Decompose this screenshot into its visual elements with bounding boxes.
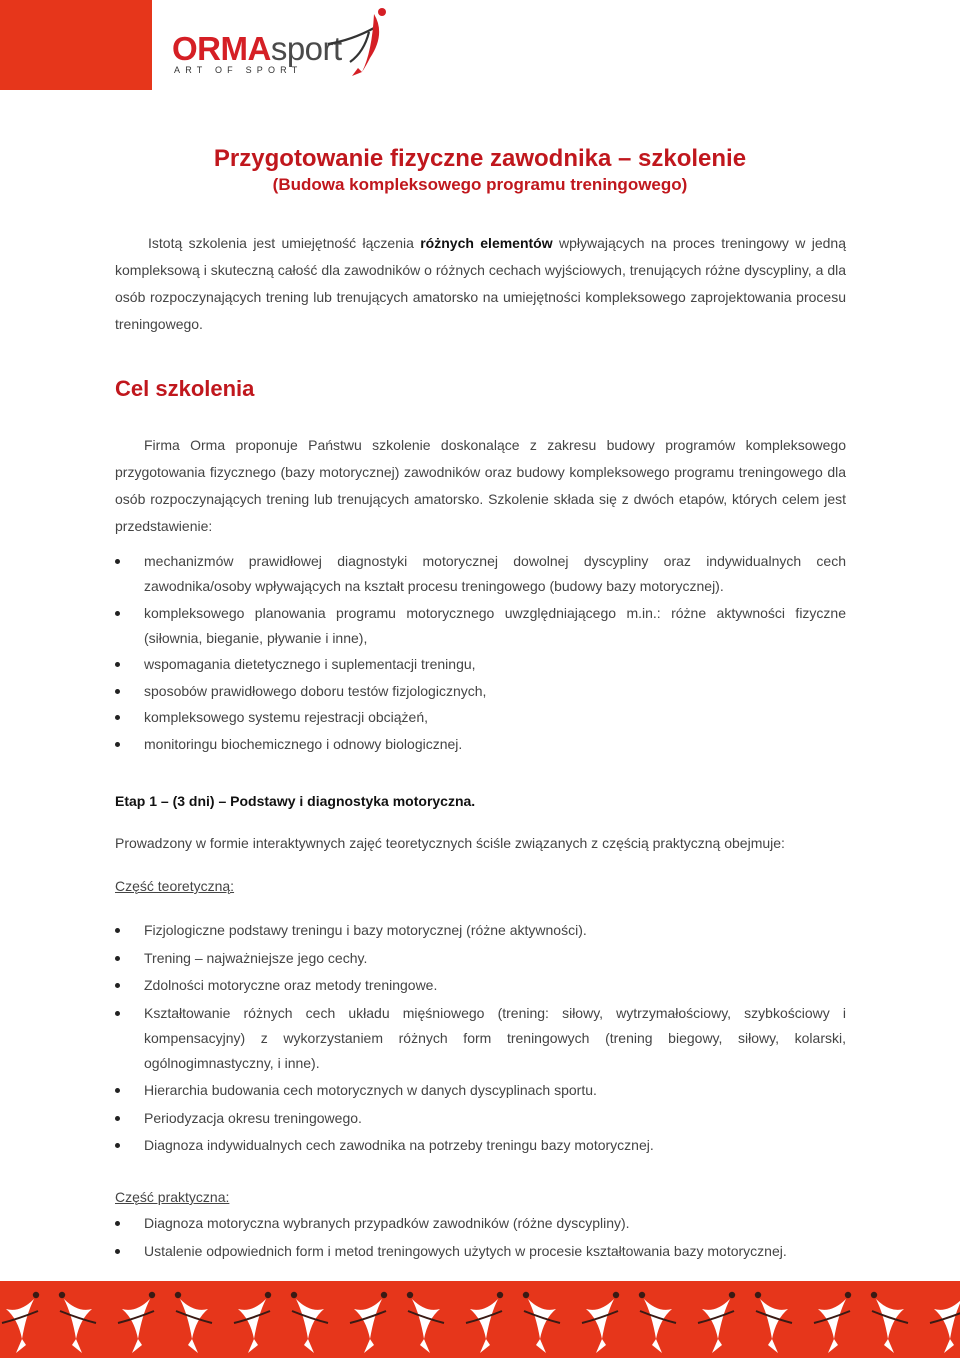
orma-sport-logo — [172, 6, 392, 82]
dancer-silhouette-icon — [639, 1292, 676, 1353]
dancer-silhouette-pattern — [0, 1281, 960, 1358]
dancer-silhouette-icon — [582, 1292, 619, 1353]
cel-bullet-list — [115, 549, 846, 758]
intro-text-end: wpływających na proces treningowy w jedną kompleksową i skuteczną całość dla zawodników o różnych cechach wyjściowych, trenujących różne dyscypliny, a dla osób rozpoczynających trening lub trenujących amatorsko na umiejętności kompleksowego zaprojektowania procesu treningowego. — [115, 235, 846, 332]
logo-brand-bold: ORMA — [172, 30, 271, 67]
list-item: monitoringu biochemicznego i odnowy biologicznej. — [115, 732, 846, 757]
dancer-silhouette-icon — [118, 1292, 155, 1353]
dancer-silhouette-icon — [755, 1292, 792, 1353]
theory-heading: Część teoretyczną: — [115, 878, 235, 894]
practice-bullet-list — [115, 1211, 846, 1266]
logo-wordmark — [172, 32, 342, 65]
cel-szkolenia-heading: Cel szkolenia — [115, 376, 255, 401]
list-item: Periodyzacja okresu treningowego. — [115, 1106, 846, 1131]
dancer-silhouette-icon — [814, 1292, 851, 1353]
stage1-intro: Prowadzony w formie interaktywnych zajęć teoretycznych ściśle związanych z częścią praktyczną obejmuje: — [115, 835, 785, 851]
dancer-silhouette-icon — [234, 1292, 271, 1353]
list-item: Diagnoza motoryczna wybranych przypadków zawodników (różne dyscypliny). — [115, 1211, 846, 1236]
dancer-silhouette-icon — [871, 1292, 908, 1353]
dancer-silhouette-icon — [523, 1292, 560, 1353]
intro-text-start: Istotą szkolenia jest umiejętność łączenia — [148, 235, 421, 251]
intro-paragraph — [115, 230, 846, 338]
list-item: kompleksowego systemu rejestracji obciążeń, — [115, 705, 846, 730]
list-item: sposobów prawidłowego doboru testów fizjologicznych, — [115, 679, 846, 704]
list-item: Fizjologiczne podstawy treningu i bazy motorycznej (różne aktywności). — [115, 918, 846, 943]
corner-accent-block — [0, 0, 152, 90]
cel-paragraph: Firma Orma proponuje Państwu szkolenie doskonalące z zakresu budowy programów kompleksowego przygotowania fizycznego (bazy motorycznej) zawodników oraz budowy kompleksowego programu treningowego dla osób rozpoczynających trening lub trenujących amatorsko. Szkolenie składa się z dwóch etapów, których celem jest przedstawienie: — [115, 437, 846, 534]
list-item: Ustalenie odpowiednich form i metod treningowych użytych w procesie kształtowania bazy motorycznej. — [115, 1239, 846, 1264]
stage1-heading: Etap 1 – (3 dni) – Podstawy i diagnostyka motoryczna. — [115, 793, 476, 809]
dancer-silhouette-icon — [350, 1292, 387, 1353]
list-item: wspomagania dietetycznego i suplementacji treningu, — [115, 652, 846, 677]
document-title: Przygotowanie fizyczne zawodnika – szkolenie — [213, 145, 747, 172]
dancer-silhouette-icon — [59, 1292, 96, 1353]
intro-bold-phrase: różnych elementów — [420, 235, 553, 251]
dancer-silhouette-icon — [2, 1292, 39, 1353]
dancer-silhouette-icon — [698, 1292, 735, 1353]
dancer-silhouette-icon — [407, 1292, 444, 1353]
list-item: mechanizmów prawidłowej diagnostyki motorycznej dowolnej dyscypliny oraz indywidualnych cech zawodnika/osoby wpływających na kształt procesu treningowego (budowy bazy motorycznej). — [115, 549, 846, 599]
dancer-silhouette-icon — [466, 1292, 503, 1353]
logo-brand-light: sport — [270, 30, 342, 67]
list-item: Trening – najważniejsze jego cechy. — [115, 946, 846, 971]
list-item: Kształtowanie różnych cech układu mięśniowego (trening: siłowy, wytrzymałościowy, szybkościowy i kompensacyjny) z wykorzystaniem różnych form treningowych (trening biegowy, siłowy, kolarski, ogólnogimnastyczny, i inne). — [115, 1001, 846, 1076]
document-subtitle: (Budowa kompleksowego programu treningowego) — [272, 175, 688, 194]
dancer-silhouette-icon — [175, 1292, 212, 1353]
logo-tagline: ART OF SPORT — [174, 65, 303, 75]
runner-figure-icon — [322, 6, 392, 82]
list-item: Diagnoza indywidualnych cech zawodnika na potrzeby treningu bazy motorycznej. — [115, 1133, 846, 1158]
theory-bullet-list — [115, 918, 846, 1161]
footer-band — [0, 1281, 960, 1358]
list-item: kompleksowego planowania programu motorycznego uwzględniającego m.in.: różne aktywności fizyczne (siłownia, bieganie, pływanie i inne), — [115, 601, 846, 651]
dancer-silhouette-icon — [291, 1292, 328, 1353]
dancer-silhouette-icon — [930, 1292, 960, 1353]
practice-heading: Część praktyczna: — [115, 1189, 230, 1205]
list-item: Zdolności motoryczne oraz metody treningowe. — [115, 973, 846, 998]
list-item: Hierarchia budowania cech motorycznych w danych dyscyplinach sportu. — [115, 1078, 846, 1103]
